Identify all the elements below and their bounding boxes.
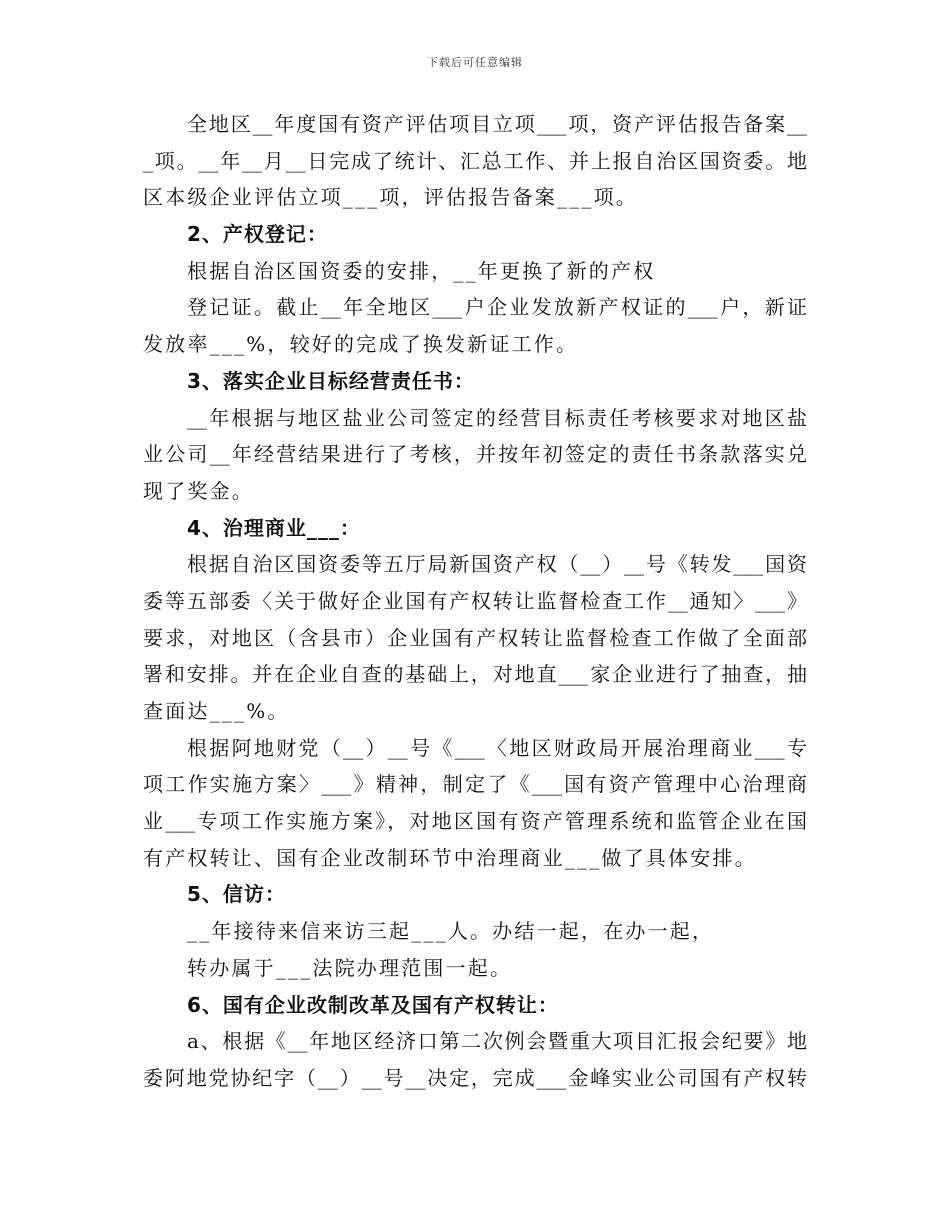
body-line: 业公司__年经营结果进行了考核，并按年初签定的责任书条款落实兑 <box>143 442 807 467</box>
page-header: 下载后可任意编辑 <box>427 56 523 69</box>
body-line: 发放率___%，较好的完成了换发新证工作。 <box>143 332 579 357</box>
body-line: 全地区__年度国有资产评估项目立项___项，资产评估报告备案__ <box>187 112 807 136</box>
body-line: 委阿地党协纪字（__）__号__决定，完成___金峰实业公司国有产权转 <box>143 1065 807 1090</box>
body-line: 业___专项工作实施方案》，对地区国有资产管理系统和监管企业在国 <box>143 809 807 834</box>
body-line: 署和安排。并在企业自查的基础上，对地直___家企业进行了抽查，抽 <box>143 662 807 687</box>
body-line: 登记证。截止__年全地区___户企业发放新产权证的___户，新证 <box>187 295 807 320</box>
body-line: a、根据《__年地区经济口第二次例会暨重大项目汇报会纪要》地 <box>187 1029 807 1054</box>
body-line: 委等五部委〈关于做好企业国有产权转让监督检查工作__通知〉___》 <box>143 588 807 613</box>
body-line: 转办属于___法院办理范围一起。 <box>187 955 513 980</box>
body-line: __年接待来信来访三起___人。办结一起，在办一起， <box>187 919 715 944</box>
document-body <box>143 106 807 1097</box>
body-line: 根据自治区国资委的安排，__年更换了新的产权 <box>187 258 656 283</box>
body-line: _项。__年__月__日完成了统计、汇总工作、并上报自治区国资委。地 <box>143 148 807 173</box>
body-line: 要求，对地区（含县市）企业国有产权转让监督检查工作做了全面部 <box>143 625 807 650</box>
body-line: 查面达___%。 <box>143 699 290 723</box>
body-line: 根据阿地财党（__）__号《___〈地区财政局开展治理商业___专 <box>187 735 807 760</box>
section-heading-property-registration: 2、产权登记： <box>187 222 328 247</box>
section-heading-target-responsibility: 3、落实企业目标经营责任书： <box>187 368 475 393</box>
section-heading-commercial-governance: 4、治理商业___： <box>187 515 361 540</box>
body-line: 项工作实施方案〉___》精神，制定了《___国有资产管理中心治理商 <box>143 772 807 797</box>
body-line: 根据自治区国资委等五厅局新国资产权（__）__号《转发___国资 <box>187 552 807 577</box>
body-line: 区本级企业评估立项___项，评估报告备案___项。 <box>143 185 638 210</box>
body-line: __年根据与地区盐业公司签定的经营目标责任考核要求对地区盐 <box>187 405 807 430</box>
body-line: 有产权转让、国有企业改制环节中治理商业___做了具体安排。 <box>143 845 757 870</box>
body-line: 现了奖金。 <box>143 478 254 503</box>
section-heading-petitions: 5、信访： <box>187 882 286 907</box>
section-heading-enterprise-reform: 6、国有企业改制改革及国有产权转让： <box>187 992 559 1017</box>
